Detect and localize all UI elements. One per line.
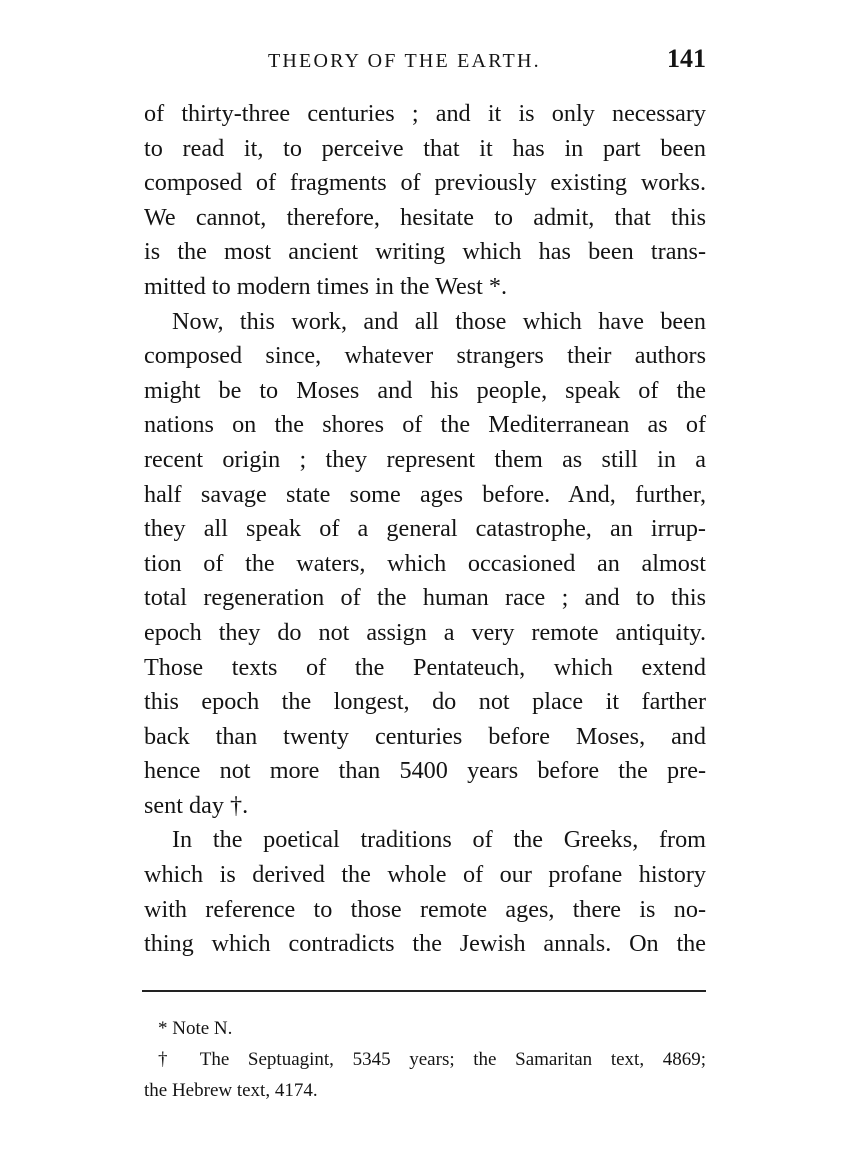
running-head	[144, 44, 706, 80]
text-line: this epoch the longest, do not place it farther	[144, 688, 706, 716]
footnote-line: † The Septuagint, 5345 years; the Samaritan text, 4869;	[158, 1049, 706, 1070]
footnotes	[144, 1013, 706, 1106]
text-line: composed of fragments of previously existing works.	[144, 169, 706, 197]
text-line: to read it, to perceive that it has in part been	[144, 134, 706, 162]
body-text	[144, 97, 706, 962]
page-number: 141	[667, 44, 706, 73]
text-line: mitted to modern times in the West *.	[144, 272, 508, 300]
footnote-line: the Hebrew text, 4174.	[144, 1080, 318, 1101]
text-line: is the most ancient writing which has been trans-	[144, 238, 706, 266]
text-line: We cannot, therefore, hesitate to admit, that this	[144, 203, 706, 231]
running-title: THEORY OF THE EARTH.	[268, 50, 541, 72]
text-line: nations on the shores of the Mediterranean as of	[144, 411, 706, 439]
text-line: sent day †.	[144, 791, 249, 819]
footnote-line: * Note N.	[158, 1018, 233, 1039]
footnote-rule	[142, 990, 706, 992]
text-line: thing which contradicts the Jewish annals. On the	[144, 930, 706, 958]
text-line: of thirty-three centuries ; and it is only necessary	[144, 100, 706, 127]
text-line: might be to Moses and his people, speak of the	[144, 376, 706, 404]
text-line: epoch they do not assign a very remote antiquity.	[144, 618, 706, 646]
text-line: half savage state some ages before. And, further,	[144, 480, 706, 508]
text-line: Those texts of the Pentateuch, which extend	[144, 653, 706, 681]
text-line: which is derived the whole of our profane history	[144, 861, 706, 889]
text-line: hence not more than 5400 years before the pre-	[144, 757, 706, 785]
text-line: In the poetical traditions of the Greeks, from	[172, 826, 706, 854]
text-line: tion of the waters, which occasioned an almost	[144, 549, 706, 577]
text-line: recent origin ; they represent them as still in a	[144, 445, 706, 473]
text-line: Now, this work, and all those which have been	[172, 307, 706, 335]
text-line: composed since, whatever strangers their authors	[144, 342, 706, 370]
text-line: they all speak of a general catastrophe, an irrup-	[144, 515, 706, 543]
text-line: back than twenty centuries before Moses, and	[144, 722, 706, 750]
text-line: with reference to those remote ages, there is no-	[144, 895, 706, 923]
text-line: total regeneration of the human race ; and to this	[144, 584, 706, 612]
